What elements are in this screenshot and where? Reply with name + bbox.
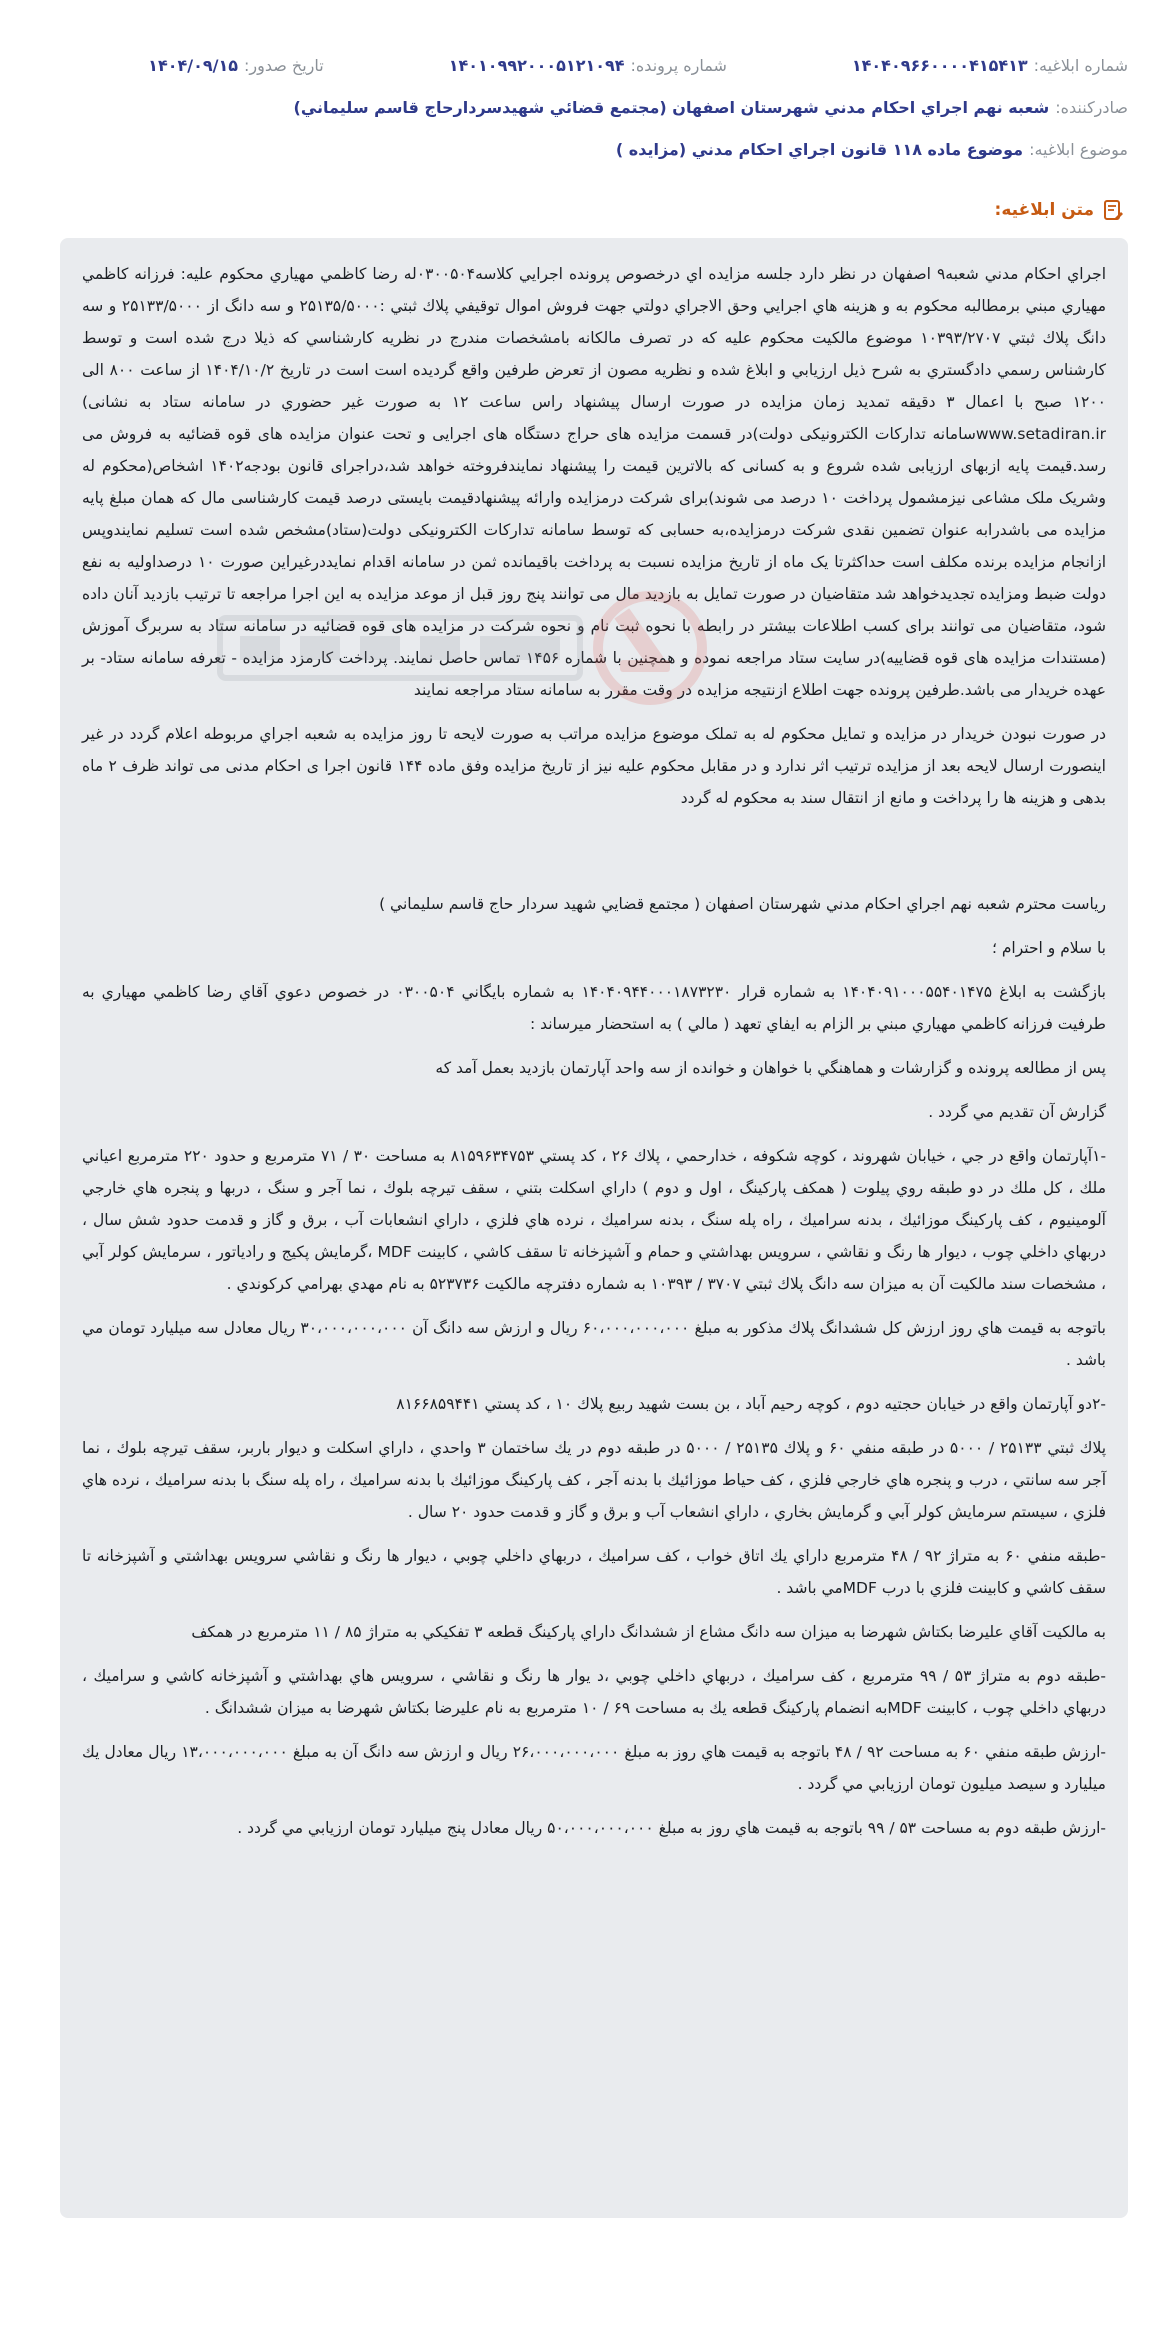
notice-heading [995, 198, 1124, 222]
paragraph-property-1-value: باتوجه به قيمت هاي روز ارزش كل ششدانگ پلاك مذكور به مبلغ ۶۰،۰۰۰،۰۰۰،۰۰۰ ريال و ارزش سه دانگ آن ۳۰،۰۰۰،۰۰۰،۰۰۰ ريال معادل سه ميليارد تومان مي باشد . [82, 1319, 1106, 1369]
paragraph-second-floor: -طبقه دوم به متراژ ۵۳ / ۹۹ مترمربع ، كف سراميك ، دربهاي داخلي چوبي ،د يوار ها رنگ و نقاشي ، سرويس هاي بهداشتي و آشپزخانه كاشي و سراميك ، دربهاي داخلي چوب ، كابينت MDFبه انضمام پاركينگ قطعه يك به مساحت ۶۹ / ۱۰ مترمربع به نام عليرضا بكتاش شهرضا به ميزان ششدانگ . [82, 1667, 1107, 1717]
paragraph-basement-value: -ارزش طبقه منفي ۶۰ به مساحت ۹۲ / ۴۸ باتوجه به قيمت هاي روز به مبلغ ۲۶،۰۰۰،۰۰۰،۰۰۰ ريال و ارزش سه دانگ آن به مبلغ ۱۳،۰۰۰،۰۰۰،۰۰۰ ريال معادل يك ميليارد و سيصد ميليون تومان ارزيابي مي گردد . [82, 1743, 1107, 1793]
notice-body [60, 238, 1128, 2218]
paragraph-ownership: به مالكيت آقاي عليرضا بكتاش شهرضا به ميزان سه دانگ مشاع از ششدانگ داراي پاركينگ قطعه ۳ تفكيكي به متراژ ۸۵ / ۱۱ مترمربع در همكف [191, 1623, 1106, 1641]
paragraph-auction-announcement: اجراي احكام مدني شعبه۹ اصفهان در نظر دارد جلسه مزايده اي درخصوص پرونده اجرايي كلاسه۰۳۰۰۵۰۴له رضا كاظمي مهياري محكوم عليه: فرزانه كاظمي مهياري مبني برمطالبه محكوم به و هزينه هاي اجرايي وحق الاجراي دولتي جهت فروش اموال توقيفي پلاك ثبتي :۲۵۱۳۵/۵۰۰۰ و سه دانگ از ۲۵۱۳۳/۵۰۰۰ و سه دانگ پلاك ثبتي ۱۰۳۹۳/۲۷۰۷ موضوع مالكيت محكوم عليه كه در تصرف مالكانه بامشخصات مندرج در نظريه كارشناسي كه ذيلا درج شده است و توسط كارشناس رسمي دادگستري به شرح ذيل ارزيابي و ابلاغ شده و نظريه مصون از تعرض طرفين واقع گرديده است است در تاريخ ۱۴۰۴/۱۰/۲ از ساعت ۸۰۰ الی ۱۲۰۰ صبح با اعمال ۳ دقيقه تمديد زمان مزايده در صورت ارسال پيشنهاد راس ساعت ۱۲ به صورت غير حضوري در سامانه ستاد به نشانی) www.setadiran.irسامانه تداركات الكترونيكی دولت)در قسمت مزايده های حراج دستگاه های اجرايی و تحت عنوان مزايده های قوه قضائيه به فروش می رسد.قيمت پايه ازبهای ارزيابی شده شروع و به كسانی كه بالاترين قيمت را پيشنهاد نمايندفروخته خواهد شد،دراجرای قانون بودجه۱۴۰۲ اشخاص(محكوم له وشريک ملک مشاعی نيزمشمول پرداخت ۱۰ درصد می شوند)برای شركت درمزايده وارائه پيشنهادقيمت بايستی درصد قيمت كارشناسی مال كه همان مبلغ پايه مزايده می باشدرابه عنوان تضمين نقدی شركت درمزايده،به حسابی كه توسط سامانه تداركات الكترونيكی دولت(ستاد)مشخص شده است تسليم نمايندوپس ازانجام مزايده برنده مكلف است حداكثرتا يک ماه از تاريخ مزايده نسبت به پرداخت باقيمانده ثمن در سامانه اقدام نمايددرغيراين صورت ۱۰ درصداوليه به نفع دولت ضبط ومزايده تجديدخواهد شد متقاضيان در صورت تمايل به بازديد مال می توانند پنج روز قبل از موعد مزايده به اين اجرا مراجعه تا ترتيب بازديد آنان داده شود، متقاضيان می توانند برای كسب اطلاعات بيشتر در رابطه با نحوه ثبت نام و نحوه شركت در مزايده های قوه قضائيه در سامانه ستاد به سربرگ آموزش (مستندات مزايده های قوه قضاييه)در سايت ستاد مراجعه نموده و همچنين با شماره ۱۴۵۶ تماس حاصل نمايند. پرداخت كارمزد مزايده - تعرفه سامانه ستاد- بر عهده خريدار می باشد.طرفين پرونده جهت اطلاع ازنتيجه مزايده در وقت مقرر به سامانه ستاد مراجعه نمايند [82, 265, 1107, 699]
paragraph-reference: بازگشت به ابلاغ ۱۴۰۴۰۹۱۰۰۰۵۵۴۰۱۴۷۵ به شماره قرار ۱۴۰۴۰۹۴۴۰۰۰۱۸۷۳۲۳۰ به شماره بايگاني ۰۳۰۰۵۰۴ در خصوص دعوي آقاي رضا كاظمي مهياري به طرفيت فرزانه كاظمي مهياري مبني بر الزام به ايفاي تعهد ( مالي ) به استحضار ميرساند : [82, 983, 1106, 1033]
notice-number [852, 56, 1128, 75]
paragraph-property-1: -۱آپارتمان واقع در جي ، خيابان شهروند ، كوچه شكوفه ، خدارحمي ، پلاك ۲۶ ، كد پستي ۸۱۵۹۶۳۴۷۵۳ به مساحت ۳۰ / ۷۱ مترمربع و حدود ۲۲۰ مترمربع اعياني ملك ، كل ملك در دو طبقه روي پيلوت ( همكف پاركينگ ، اول و دوم ) داراي اسكلت بتني ، سقف تيرچه بلوك ، نما آجر و سنگ ، دربها و پنجره هاي خارجي آلومينيوم ، كف پاركينگ موزائيك ، بدنه سراميك ، راه پله سنگ ، بدنه سراميك ، نرده هاي فلزي ، داراي انشعابات آب ، برق و گاز و قدمت حدود شش سال ، دربهاي داخلي چوب ، ديوار ها رنگ و نقاشي ، سرويس بهداشتي و حمام و آشپزخانه تا سقف كاشي ، كابينت MDF ،گرمايش پكيج و رادياتور ، سرمايش كولر آبي ، مشخصات سند مالكيت آن به ميزان سه دانگ پلاك ثبتي ۳۷۰۷ / ۱۰۳۹۳ به شماره دفترچه مالكيت ۵۲۳۷۳۶ به نام مهدي بهرامي كركوندي . [82, 1147, 1107, 1293]
paragraph-property-2-details: پلاك ثبتي ۲۵۱۳۳ / ۵۰۰۰ در طبقه منفي ۶۰ و پلاك ۲۵۱۳۵ / ۵۰۰۰ در طبقه دوم در يك ساختمان ۳ واحدي ، داراي اسكلت و ديوار باربر، سقف تيرچه بلوك ، نما آجر سه سانتي ، درب و پنجره هاي خارجي فلزي ، كف حياط موزائيك با بدنه آجر ، كف پاركينگ موزائيك با بدنه سراميك ، راه پله سنگ با بدنه سراميك ، نرده هاي فلزي ، سيستم سرمايش كولر آبي و گرمايش بخاري ، داراي انشعاب آب و برق و گاز و قدمت حدود ۲۰ سال . [82, 1439, 1107, 1521]
paragraph-report-intro: گزارش آن تقديم مي گردد . [928, 1103, 1106, 1121]
notice-number-label: شماره ابلاغیه: [1033, 56, 1128, 75]
issue-date-value: ۱۴۰۴/۰۹/۱۵ [148, 56, 238, 75]
paragraph-property-2-address: -۲دو آپارتمان واقع در خيابان حجتيه دوم ، كوچه رحيم آباد ، بن بست شهيد ربيع پلاك ۱۰ ، كد پستي ۸۱۶۶۸۵۹۴۴۱ [396, 1395, 1106, 1413]
subject-value: موضوع ماده ۱۱۸ قانون اجراي احكام مدني (مزايده ) [615, 140, 1024, 159]
case-number [449, 56, 727, 75]
header-row-subject [40, 140, 1128, 159]
case-number-label: شماره پرونده: [630, 56, 727, 75]
header-row-numbers [40, 56, 1128, 75]
paragraph-basement-unit: -طبقه منفي ۶۰ به متراژ ۹۲ / ۴۸ مترمربع داراي يك اتاق خواب ، كف سراميك ، دربهاي داخلي چوبي ، ديوار ها رنگ و نقاشي سرويس بهداشتي و آشپزخانه تا سقف كاشي و كابينت فلزي با درب MDFمي باشد . [82, 1547, 1107, 1597]
subject-label: موضوع ابلاغیه: [1029, 140, 1128, 159]
document-edit-icon [1102, 198, 1124, 222]
paragraph-creditor-notice: در صورت نبودن خريدار در مزايده و تمايل محكوم له به تملک موضوع مزايده مراتب به صورت لايحه تا روز مزايده به شعبه اجراي مربوطه اعلام گردد در غير اينصورت ارسال لايحه بعد از مزايده ترتيب اثر ندارد و در مقابل محكوم عليه نيز از تاريخ مزايده وفق ماده ۱۴۴ قانون اجرا ی احكام مدنی می تواند ظرف ۲ ماه بدهی و هزينه ها را پرداخت و مانع از انتقال سند به محكوم له گردد [82, 725, 1106, 807]
paragraph-inspection: پس از مطالعه پرونده و گزارشات و هماهنگي با خواهان و خوانده از سه واحد آپارتمان بازديد بعمل آمد كه [435, 1059, 1106, 1077]
paragraph-addressee: رياست محترم شعبه نهم اجراي احكام مدني شهرستان اصفهان ( مجتمع قضايي شهيد سردار حاج قاسم سليماني ) [379, 895, 1106, 913]
issue-date-label: تاریخ صدور: [243, 56, 324, 75]
notice-number-value: ۱۴۰۴۰۹۶۶۰۰۰۰۴۱۵۴۱۳ [851, 56, 1028, 75]
issuer-label: صادرکننده: [1055, 98, 1128, 117]
paragraph-greeting: با سلام و احترام ؛ [991, 939, 1106, 957]
issuer-value: شعبه نهم اجراي احکام مدني شهرستان اصفهان (مجتمع قضائي شهیدسردارحاج قاسم سلیماني) [293, 98, 1050, 117]
header-row-issuer [40, 98, 1128, 117]
issuer [294, 98, 1128, 117]
paragraph-second-floor-value: -ارزش طبقه دوم به مساحت ۵۳ / ۹۹ باتوجه به قيمت هاي روز به مبلغ ۵۰،۰۰۰،۰۰۰،۰۰۰ ريال معادل پنج ميليارد تومان ارزيابي مي گردد . [237, 1819, 1106, 1837]
case-number-value: ۱۴۰۱۰۹۹۲۰۰۰۵۱۲۱۰۹۴ [448, 56, 625, 75]
notice-heading-text: متن ابلاغیه: [994, 200, 1094, 220]
issue-date [148, 56, 324, 75]
subject [616, 140, 1128, 159]
